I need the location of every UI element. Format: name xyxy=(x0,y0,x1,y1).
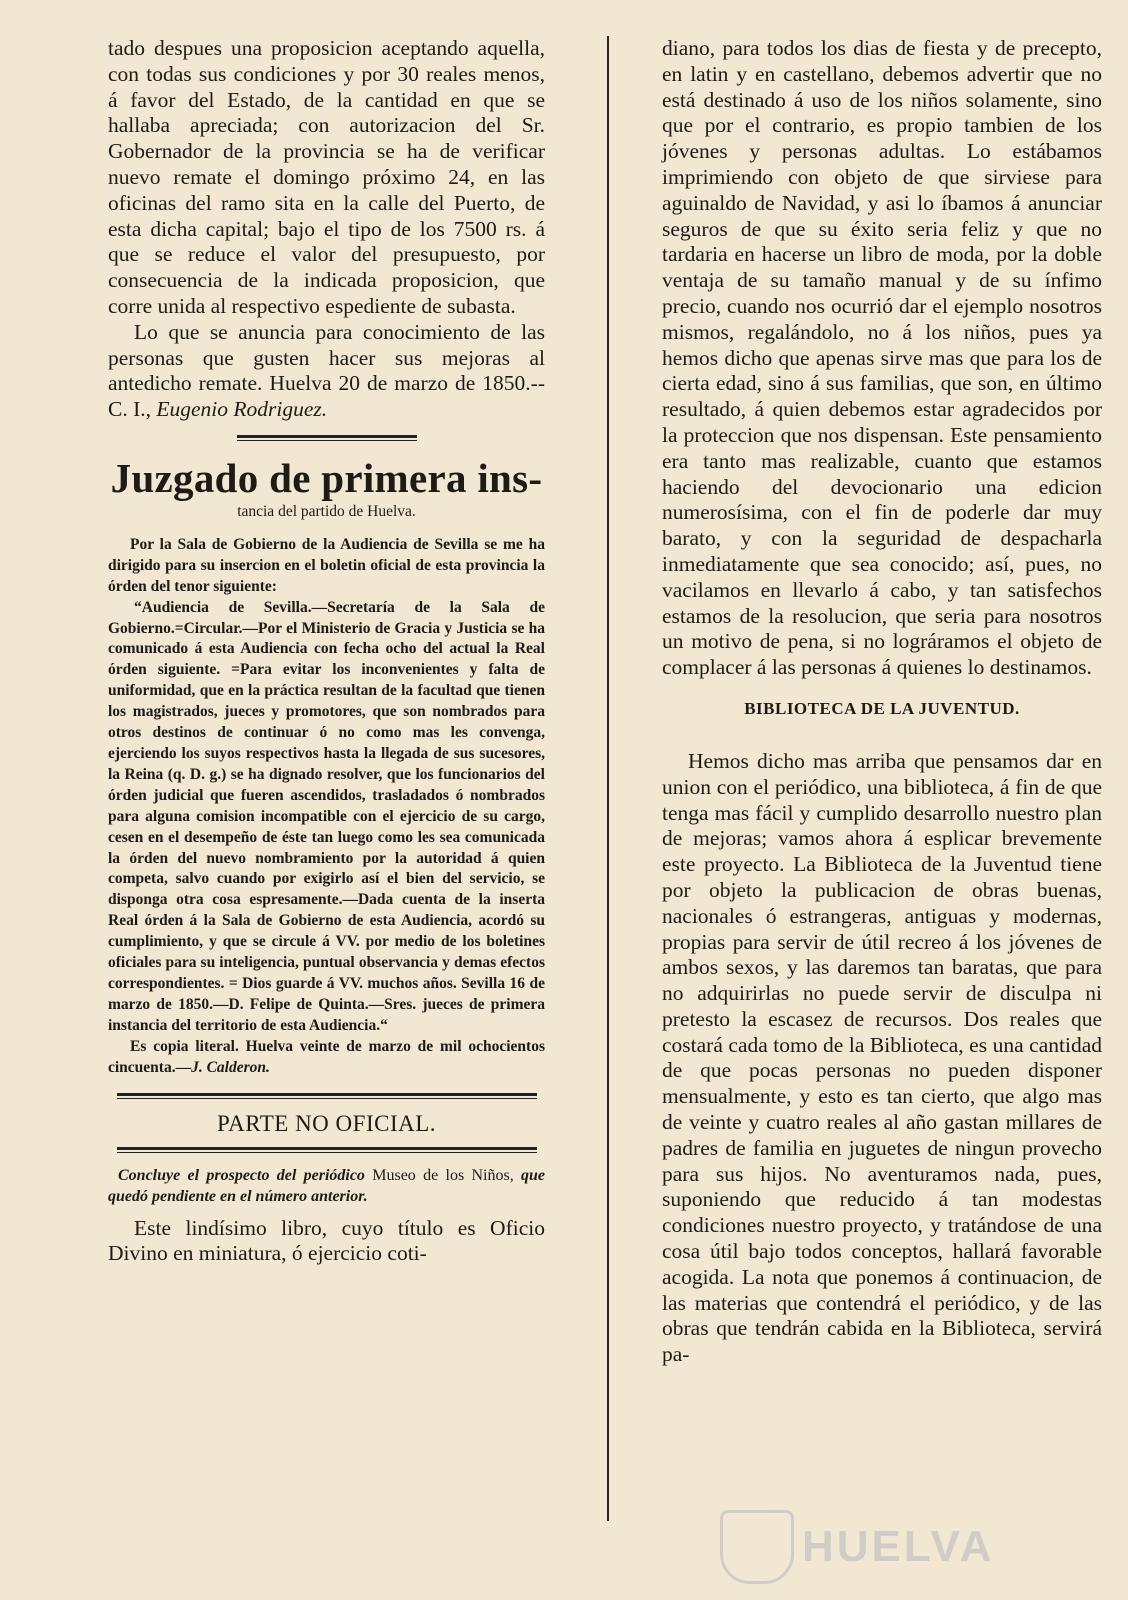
parte-no-oficial-heading: PARTE NO OFICIAL. xyxy=(216,1110,437,1136)
section-divider xyxy=(237,435,417,441)
paragraph-biblioteca: Hemos dicho mas arriba que pensamos dar en union con el periódico, una biblioteca, á fin de que tenga mas fácil y cumplido desarrollo nuestro plan de mejoras; vamos ahora á esplicar brevemente este proyecto. La Biblioteca de la Juventud tiene por objeto la publicacion de obras buenas, nacionales ó estrangeras, antiguas y modernas, propias para servir de útil recreo á los jóvenes de ambos sexos, y las daremos tan baratas, que para no adquirirlas no puede servir de disculpa ni pretesto la escasez de recursos. Dos reales que costará cada tomo de la Biblioteca, es una cantidad de que pocas personas no pueden disponer mensualmente, y esto es tan cierto, que algo mas de veinte y cuatro reales al año gastan millares de padres de familia en juguetes de ningun provecho para sus hijos. No aventuramos nada, pues, suponiendo que reducido á tan modestas condiciones nuestro proyecto, y tratándose de una cosa útil bajo todos conceptos, hallará favorable acogida. La nota que ponemos á continuacion, de las materias que contendrá el periódico, y de las obras que tendrán cabida en la Biblioteca, servirá pa- xyxy=(662,748,1102,1367)
paragraph-remate: tado despues una proposicion aceptando aquella, con todas sus condiciones y por 30 reales menos, á favor del Estado, de la cantidad en que se hallaba apreciada; con autorizacion del Sr. Gobernador de la provincia se ha de verificar nuevo remate el domingo próximo 24, en las oficinas del ramo sita en la calle del Puerto, de esta dicha capital; bajo el tipo de los 7500 rs. á que se reduce el valor del presupuesto, por consecuencia de la indicada proposicion, que corre unida al respectivo espediente de subasta. xyxy=(108,36,545,318)
copia-text: Es copia literal. Huelva veinte de marzo de mil ochocientos cincuenta.— xyxy=(108,1037,545,1076)
juzgado-heading: Juzgado de primera ins- xyxy=(110,454,543,501)
juzgado-subheading: tancia del partido de Huelva. xyxy=(237,502,416,520)
section-divider xyxy=(117,1147,537,1153)
left-column xyxy=(108,36,545,1267)
column-rule xyxy=(607,36,609,1521)
copia-signature: J. Calderon. xyxy=(191,1058,270,1076)
anuncio-signature: Eugenio Rodriguez. xyxy=(156,397,328,422)
paragraph-copia xyxy=(108,1037,545,1079)
paragraph-sala-gobierno: Por la Sala de Gobierno de la Audiencia de Sevilla se me ha dirigido para su insercion en el boletin oficial de esta provincia la órden del tenor siguiente: xyxy=(108,535,545,595)
watermark-text: HUELVA xyxy=(802,1522,995,1571)
anuncio-text: Lo que se anuncia para conocimiento de las personas que gusten hacer sus mejoras al antedicho remate. Huelva 20 de marzo de 1850.--C. I., xyxy=(108,319,545,422)
right-column xyxy=(662,36,1102,1368)
paragraph-devocionario: diano, para todos los dias de fiesta y de precepto, en latin y en castellano, debemos advertir que no está destinado á uso de los niños solamente, sino que por el contrario, es propio tambien de los jóvenes y personas adultas. Lo estábamos imprimiendo con objeto de que sirviese para aguinaldo de Navidad, y asi lo íbamos á anunciar seguros de que su éxito seria feliz y que no tardaria en hacerse un libro de moda, por la doble ventaja de su tamaño manual y de su ínfimo precio, cuando nos ocurrió dar el ejemplo nosotros mismos, regalándolo, no á los niños, pues ya hemos dicho que apenas sirve mas que para los de cierta edad, sino á sus familias, que son, en último resultado, á quien debemos estar agradecidos por la proteccion que nos dispensan. Este pensamiento era tanto mas realizable, cuanto que estamos haciendo del devocionario una edicion numerosísima, con el fin de poderle dar muy barato, y con la seguridad de despacharla inmediatamente que sea conocido; así, pues, no vacilamos en llevarlo á cabo, y tan satisfechos estamos de la resolucion, que seria para nosotros un motivo de pena, si no lográramos el objeto de complacer á las personas á quienes lo destinamos. xyxy=(662,36,1102,680)
shield-icon xyxy=(720,1510,794,1584)
paragraph-circular: “Audiencia de Sevilla.—Secretaría de la Sala de Gobierno.=Circular.—Por el Ministerio de Gracia y Justicia se ha comunicado á esta Audiencia con fecha ocho del actual la Real órden siguiente. =Para evitar los inconvenientes y falta de uniformidad, que en la práctica resultan de la facultad que tienen los magistrados, jueces y promotores, que son nombrados para otros destinos de continuar ó no como mas les convenga, ejerciendo los suyos respectivos hasta la llegada de sus sucesores, la Reina (q. D. g.) se ha dignado resolver, que los funcionarios del órden judicial que fueren ascendidos, trasladados ó nombrados para alguna comision incompatible con el ejercicio de su cargo, cesen en el desempeño de éste tan luego como les sea comunicada la órden del nuevo nombramiento por la autoridad á quien competa, salvo cuando por exigirlo así el bien del servicio, se disponga otra cosa espresamente.—Dada cuenta de la inserta Real órden á la Sala de Gobierno de esta Audiencia, acordó su cumplimiento, y que se circule á VV. por medio de los boletines oficiales para su inteligencia, puntual observancia y demas efectos correspondientes. = Dios guarde á VV. muchos años. Sevilla 16 de marzo de 1850.—D. Felipe de Quinta.—Sres. jueces de primera instancia del territorio de esta Audiencia.“ xyxy=(108,598,545,1034)
biblioteca-heading: BIBLIOTECA DE LA JUVENTUD. xyxy=(744,698,1020,718)
paragraph-libro: Este lindísimo libro, cuyo título es Oficio Divino en miniatura, ó ejercicio coti- xyxy=(108,1215,545,1266)
section-divider xyxy=(117,1093,537,1099)
prospecto-note: Concluye el prospecto del periódico Museo de los Niños, que quedó pendiente en el número anterior. xyxy=(108,1166,545,1206)
paragraph-anuncio xyxy=(108,320,545,423)
huelva-watermark xyxy=(720,1512,1040,1582)
